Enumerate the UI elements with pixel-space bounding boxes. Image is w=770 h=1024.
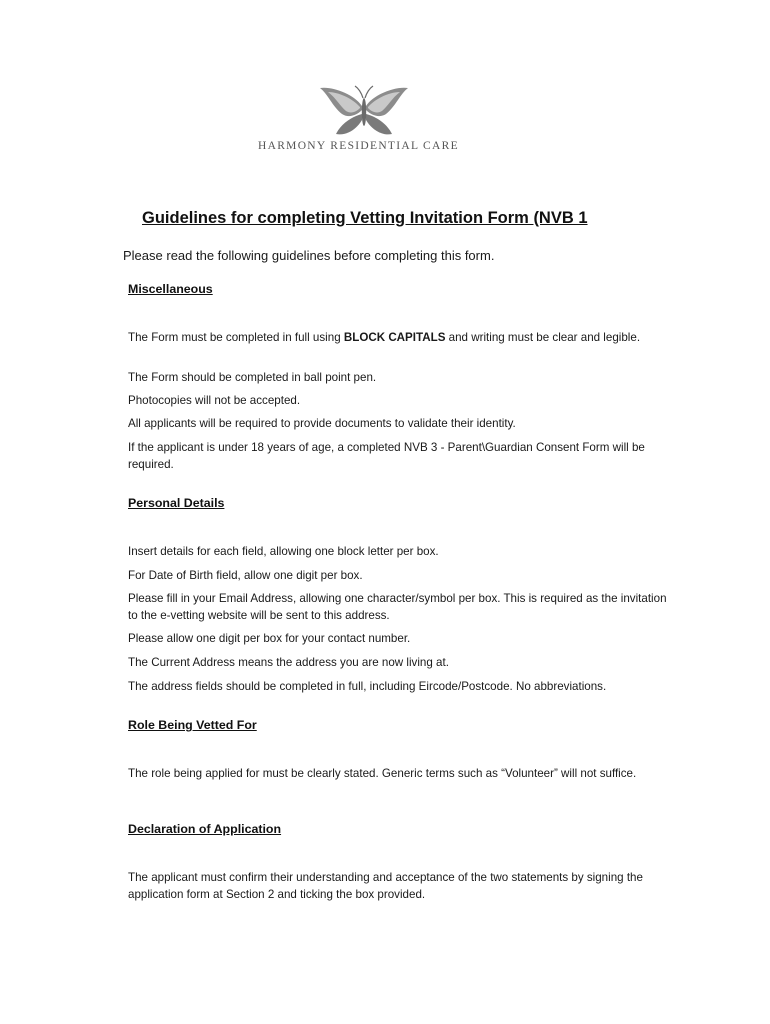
- personal-paragraph-1: Insert details for each field, allowing one block letter per box.: [128, 545, 439, 558]
- personal-paragraph-6: The address fields should be completed in full, including Eircode/Postcode. No abbreviations.: [128, 680, 607, 693]
- misc-paragraph-1: The Form must be completed in full using BLOCK CAPITALS and writing must be clear and legible.: [128, 331, 641, 344]
- heading-role-being-vetted: Role Being Vetted For: [128, 718, 257, 732]
- personal-paragraph-3: Please fill in your Email Address, allowing one character/symbol per box. This is required as the invitation to the e-vetting website will be sent to this address.: [128, 592, 667, 622]
- intro-text: Please read the following guidelines before completing this form.: [123, 248, 495, 263]
- page-title: Guidelines for completing Vetting Invitation Form (NVB 1: [142, 209, 588, 227]
- heading-personal-details: Personal Details: [128, 496, 225, 510]
- personal-paragraph-5: The Current Address means the address you are now living at.: [128, 656, 449, 669]
- heading-declaration: Declaration of Application: [128, 822, 282, 836]
- misc-paragraph-4: All applicants will be required to provide documents to validate their identity.: [128, 417, 516, 430]
- company-name: HARMONY RESIDENTIAL CARE: [258, 140, 459, 152]
- personal-paragraph-2: For Date of Birth field, allow one digit per box.: [128, 569, 363, 582]
- heading-miscellaneous: Miscellaneous: [128, 282, 213, 296]
- misc-paragraph-3: Photocopies will not be accepted.: [128, 394, 301, 407]
- declaration-paragraph-1: The applicant must confirm their understanding and acceptance of the two statements by signing the application form at Section 2 and ticking the box provided.: [128, 871, 643, 901]
- role-paragraph-1: The role being applied for must be clearly stated. Generic terms such as “Volunteer” will not suffice.: [128, 767, 637, 780]
- misc-paragraph-5: If the applicant is under 18 years of age, a completed NVB 3 - Parent\Guardian Consent Form will be required.: [128, 441, 645, 471]
- personal-paragraph-4: Please allow one digit per box for your contact number.: [128, 632, 411, 645]
- misc-paragraph-2: The Form should be completed in ball point pen.: [128, 371, 377, 384]
- company-logo: [0, 84, 770, 138]
- butterfly-icon: [318, 84, 410, 138]
